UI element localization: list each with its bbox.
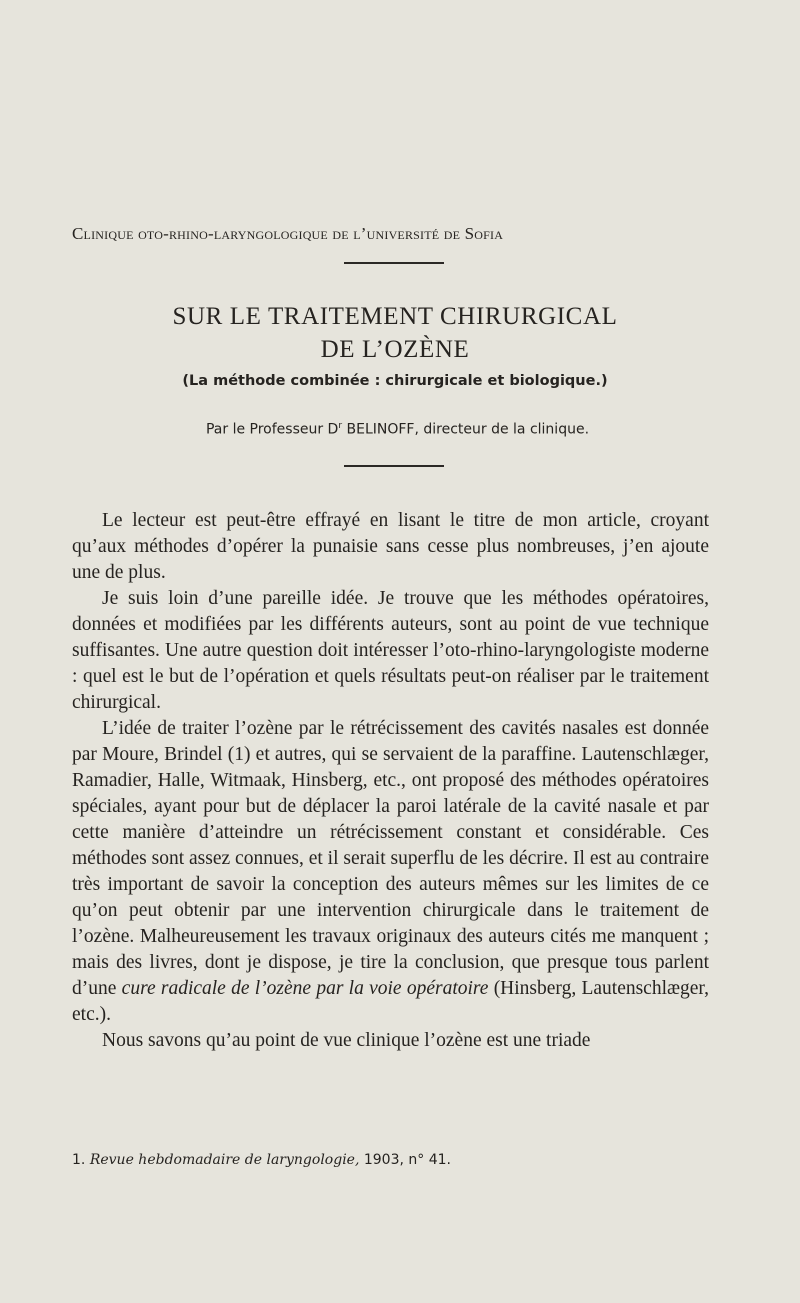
- paragraph-4: Nous savons qu’au point de vue clinique l’ozène est une triade: [102, 1030, 591, 1051]
- paragraph-2: Je suis loin d’une pareille idée. Je trouve que les méthodes opératoires, données et modifiées par les différents auteurs, sont au point de vue technique suffisantes. Une autre question doit intéresser l’oto-rhino-laryngologiste moderne : quel est le but de l’opération et quels résultats peut-on réaliser par le traitement chirurgical.: [72, 588, 709, 713]
- footnote-number: 1.: [72, 1152, 86, 1168]
- title-line-1: SUR LE TRAITEMENT CHIRURGICAL: [172, 303, 618, 330]
- header-clinique: linique: [83, 224, 134, 243]
- header-sofia: ofia: [474, 224, 504, 243]
- footnote-journal: Revue hebdomadaire de laryngologie,: [89, 1152, 360, 1168]
- byline-after: BELINOFF, directeur de la clinique.: [342, 421, 590, 438]
- article-subtitle: (La méthode combinée : chirurgicale et biologique.): [182, 373, 608, 389]
- header-cap-s: S: [464, 224, 475, 243]
- footnote: [72, 1152, 712, 1168]
- paragraph-3-italic: cure radicale de l’ozène par la voie opératoire: [121, 978, 489, 999]
- header-rule: [344, 262, 444, 264]
- footnote-details: 1903, n° 41.: [359, 1152, 451, 1168]
- byline-sup: r: [338, 421, 343, 431]
- paragraph-3-end: (Hinsberg, Lautenschlæger, etc.).: [72, 978, 710, 1025]
- byline-before: Par le Professeur D: [205, 421, 339, 438]
- title-line-2: DE L’OZÈNE: [320, 336, 470, 363]
- institution-header: [72, 224, 722, 244]
- article-body: [72, 508, 709, 1054]
- paragraph-1: Le lecteur est peut-être effrayé en lisant le titre de mon article, croyant qu’aux méthodes d’opérer la punaisie sans cesse plus nombreuses, j’en ajoute une de plus.: [72, 510, 709, 583]
- paragraph-3: [72, 716, 709, 1028]
- article-title: [0, 300, 790, 366]
- header-cap-c: C: [72, 224, 84, 243]
- paragraph-3-main: L’idée de traiter l’ozène par le rétrécissement des cavités nasales est donnée par Moure, Brindel (1) et autres, qui se servaient de la paraffine. Lautenschlæger, Ramadier, Halle, Witmaak, Hinsberg, etc., ont proposé des méthodes opératoires spéciales, ayant pour but de déplacer la paroi latérale de la cavité nasale et par cette manière d’atteindre un rétrécissement constant et considérable. Ces méthodes sont assez connues, et il serait superflu de les décrire. Il est au contraire très important de savoir la conception des auteurs mêmes sur les limites de ce qu’on peut obtenir par une intervention chirurgicale dans le traitement de l’ozène. Malheureusement les travaux originaux des auteurs cités me manquent ; mais des livres, dont je dispose, je tire la conclusion, que presque tous parlent d’une: [72, 718, 709, 999]
- title-rule: [344, 465, 444, 467]
- header-middle: oto-rhino-laryngologique de l’université de: [138, 224, 461, 243]
- author-byline: [0, 421, 795, 438]
